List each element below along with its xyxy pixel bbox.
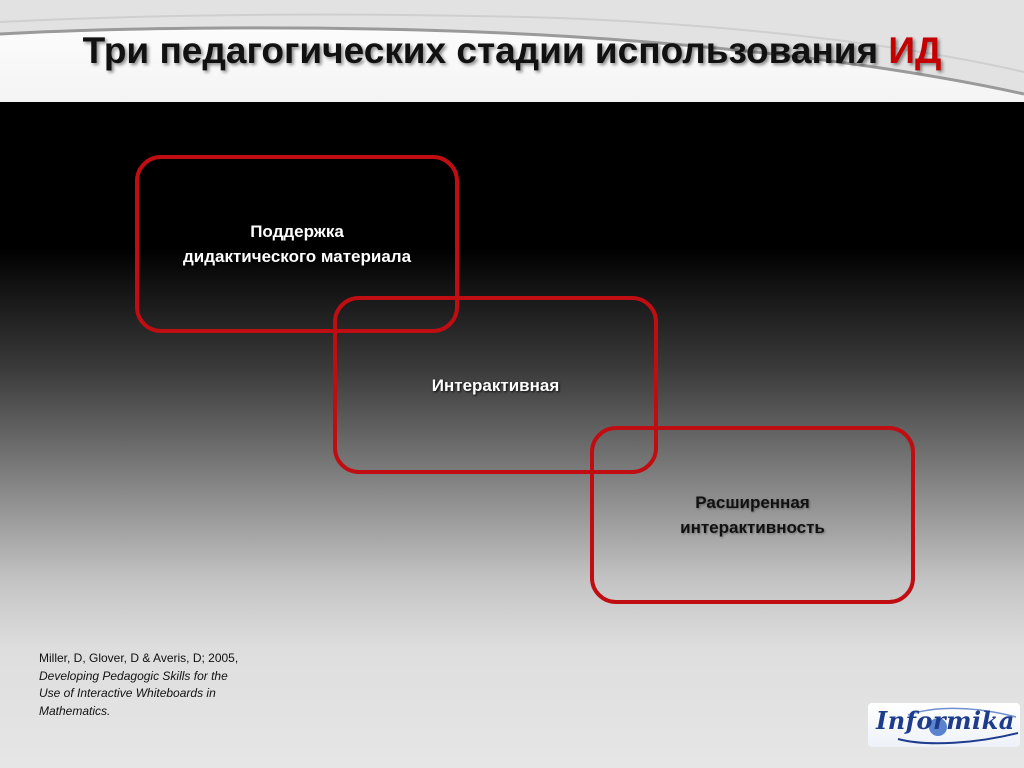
logo-wordmark: Informika	[876, 706, 1015, 735]
informika-logo	[868, 703, 1020, 747]
stage-3-line2: интерактивность	[680, 518, 825, 537]
stage-2-line1: Интерактивная	[431, 375, 560, 395]
title-main-text: Три педагогических стадии использования	[82, 30, 879, 71]
stage-1-line2: дидактического материала	[182, 247, 412, 266]
citation-title-line2: Use of Interactive Whiteboards in	[39, 686, 216, 700]
stage-box-enhanced-interactivity	[590, 426, 915, 604]
source-citation	[39, 650, 299, 720]
stage-box-label	[337, 373, 654, 398]
citation-title-line3: Mathematics.	[39, 703, 111, 718]
stage-box-label	[139, 219, 455, 269]
stage-box-label	[594, 490, 911, 540]
title-accent-text: ИД	[888, 30, 942, 71]
citation-title-line1: Developing Pedagogic Skills for the	[39, 668, 228, 683]
stage-1-line1: Поддержка	[250, 222, 344, 241]
slide-title	[0, 30, 1024, 72]
stage-3-line1: Расширенная	[695, 493, 810, 512]
slide-header	[0, 0, 1024, 102]
citation-authors: Miller, D, Glover, D & Averis, D; 2005,	[39, 651, 239, 665]
